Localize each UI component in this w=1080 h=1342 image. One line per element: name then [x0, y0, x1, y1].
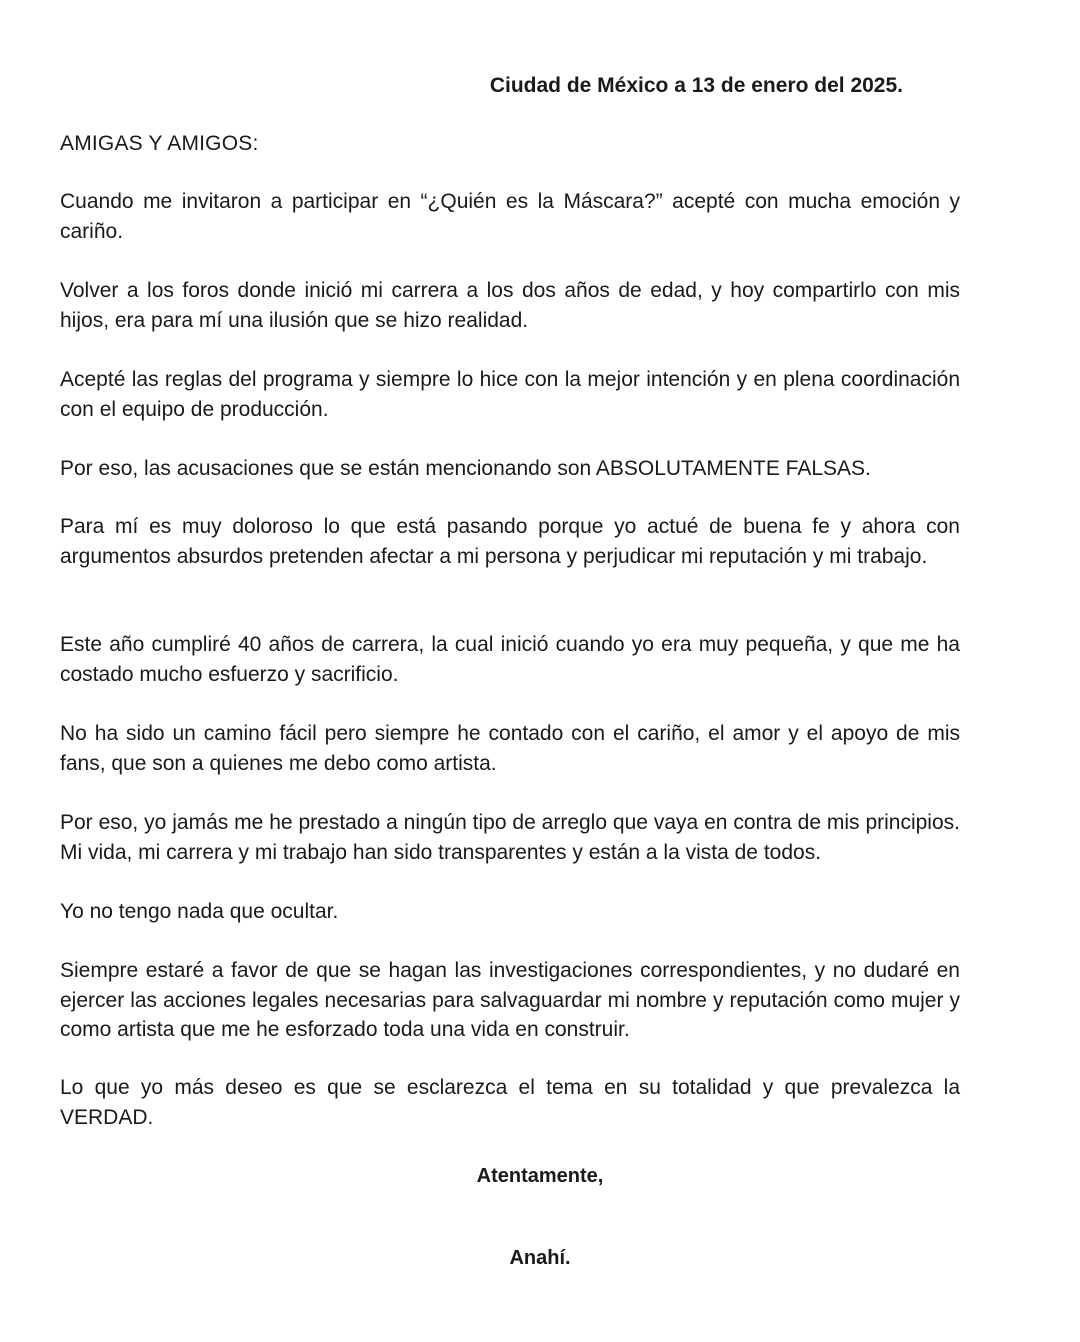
- salutation: AMIGAS Y AMIGOS:: [60, 132, 259, 155]
- date-line: Ciudad de México a 13 de enero del 2025.: [489, 74, 903, 97]
- signature: Anahí.: [509, 1247, 571, 1269]
- paragraph-7: No ha sido un camino fácil pero siempre he contado con el cariño, el amor y el apoyo de mis fans, que son a quienes me debo como artista.: [60, 722, 960, 775]
- paragraph-11: Lo que yo más deseo es que se esclarezca el tema en su totalidad y que prevalezca la VERDAD.: [60, 1076, 960, 1129]
- paragraph-1: Cuando me invitaron a participar en “¿Quién es la Máscara?” acepté con mucha emoción y cariño.: [60, 190, 960, 243]
- paragraph-8: Por eso, yo jamás me he prestado a ningún tipo de arreglo que vaya en contra de mis principios. Mi vida, mi carrera y mi trabajo han sido transparentes y están a la vista de todos.: [60, 811, 960, 864]
- closing: Atentamente,: [476, 1165, 604, 1187]
- paragraph-3: Acepté las reglas del programa y siempre lo hice con la mejor intención y en plena coordinación con el equipo de producción.: [60, 368, 960, 421]
- paragraph-9: Yo no tengo nada que ocultar.: [60, 900, 339, 923]
- paragraph-5: Para mí es muy doloroso lo que está pasando porque yo actué de buena fe y ahora con argumentos absurdos pretenden afectar a mi persona y perjudicar mi reputación y mi trabajo.: [60, 515, 960, 568]
- paragraph-6: Este año cumpliré 40 años de carrera, la cual inició cuando yo era muy pequeña, y que me ha costado mucho esfuerzo y sacrificio.: [60, 633, 960, 686]
- paragraph-4: Por eso, las acusaciones que se están mencionando son ABSOLUTAMENTE FALSAS.: [60, 457, 871, 480]
- paragraph-10: Siempre estaré a favor de que se hagan las investigaciones correspondientes, y no dudaré en ejercer las acciones legales necesarias para salvaguardar mi nombre y reputación como mujer y como artista que me he esforzado toda una vida en construir.: [60, 959, 960, 1041]
- paragraph-2: Volver a los foros donde inició mi carrera a los dos años de edad, y hoy compartirlo con mis hijos, era para mí una ilusión que se hizo realidad.: [60, 279, 960, 332]
